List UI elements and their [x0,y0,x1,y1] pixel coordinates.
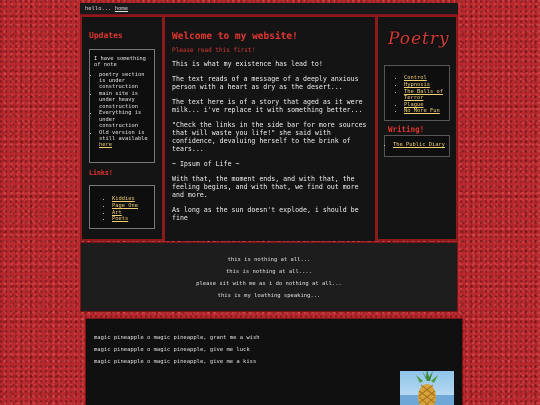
update-item: • Old version is still available here [99,130,151,149]
writing-heading: Writing! [388,125,425,134]
top-bar [80,3,458,15]
signature-line: ~ Ipsum of Life ~ [172,160,240,168]
links-heading: Links! [89,169,113,177]
magic-line: magic pineapple o magic pineapple, give me a kiss [94,359,257,365]
greeting-text: hello... [85,6,112,12]
magic-line: magic pineapple o magic pineapple, give me luck [94,347,250,353]
update-item: • poetry section is under construction [99,72,151,91]
left-sidebar [82,17,162,239]
paragraph: As long as the sun doesn't explode, i should be fine [172,206,359,222]
updates-box [89,49,155,163]
update-item: • Everything is under construction [99,110,151,129]
right-sidebar [378,17,456,239]
updates-note: I have something of note [94,56,146,69]
writing-link-public-diary[interactable]: • The Public Diary [393,142,449,148]
paragraph: This is what my existence has lead to! [172,60,323,68]
paragraph: With that, the moment ends, and with that, the feeling begins, and with that, we find out more and more. [172,175,359,199]
poem-link-balls-of-terror[interactable]: • The Balls of Terror [404,89,449,102]
link-item-poets[interactable]: • Poets [112,216,154,222]
page-subtitle: Please read this first! [172,47,256,54]
paragraph: The text here is of a story that aged as it were milk... i've replace it with something better... [172,98,363,114]
magic-line: magic pineapple o magic pineapple, grant me a wish [94,335,260,341]
old-version-link[interactable]: here [99,142,112,149]
update-item: • main site is under heavy construction [99,91,151,110]
band-line: this is my loathing speaking... [217,293,321,299]
updates-heading: Updates [89,31,123,40]
band-line: please sit with me as i do nothing at all... [196,281,342,287]
links-box [89,185,155,229]
poetry-box [384,65,450,121]
writing-box [384,135,450,157]
pineapple-icon [400,371,454,405]
center-content [165,17,375,241]
band-line: this is nothing at all.... [225,269,313,275]
page-title: Welcome to my website! [172,31,298,42]
pineapple-image [400,371,454,405]
paragraph: "Check the links in the side bar for more sources that will waste you life!" she said with confidence, devaluing herself to the brink of tears... [172,121,367,153]
band-line: this is nothing at all... [227,257,311,263]
paragraph: The text reads of a message of a deeply anxious person with a heart as dry as the desert... [172,75,359,91]
link-item-kiddies[interactable]: • Kiddies [112,196,154,202]
link-item-page-one[interactable]: • Page One [112,203,154,209]
home-link[interactable]: home [114,6,129,12]
poem-link-hypnosis[interactable]: • Hypnosis [404,82,449,88]
poetry-logo: Poetry [388,29,450,49]
quote-band [80,242,458,312]
link-item-art[interactable]: • Art [112,210,154,216]
poem-link-control[interactable]: • Control [404,75,449,81]
poem-link-no-more-fun[interactable]: • No More Fun [404,108,449,114]
poem-link-plague[interactable]: • Plague [404,102,449,108]
